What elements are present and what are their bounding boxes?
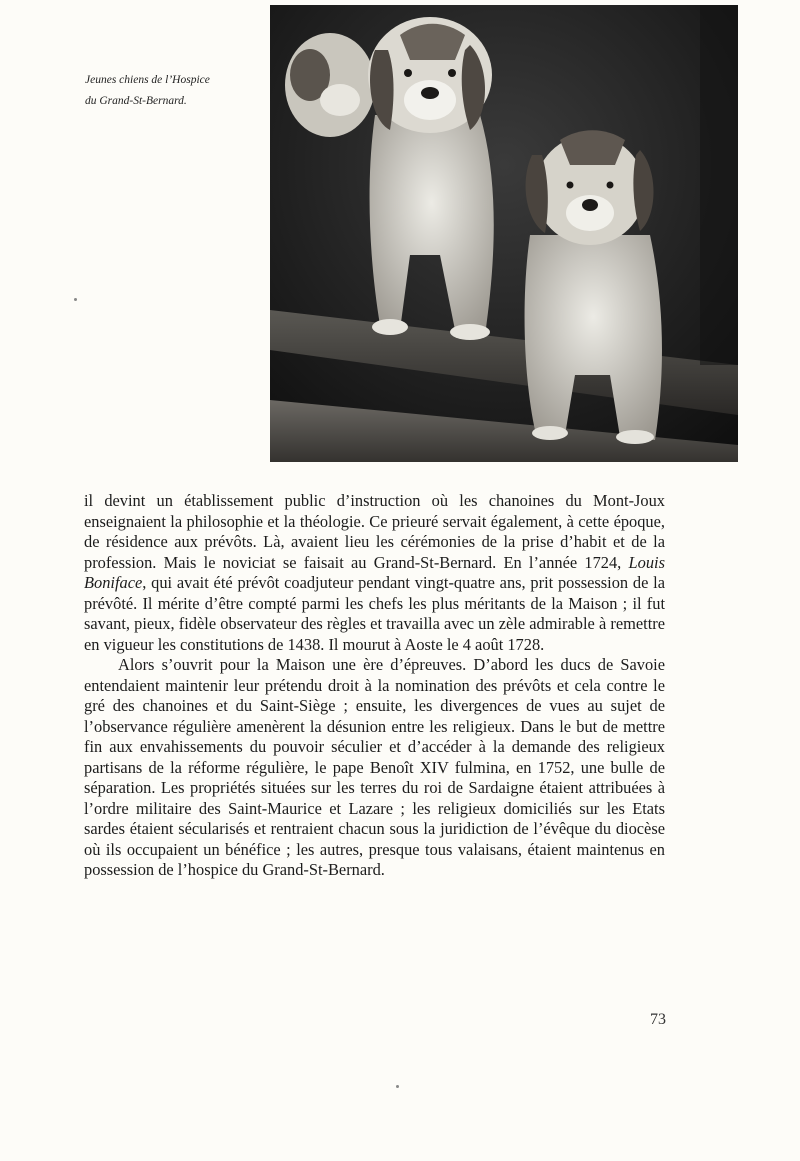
paragraph-1 — [84, 491, 665, 655]
puppy-left-back — [285, 33, 375, 137]
paper-speck — [396, 1085, 399, 1088]
dog-puppies-photo — [270, 5, 738, 462]
paragraph-2: Alors s’ouvrit pour la Maison une ère d’épreuves. D’abord les ducs de Savoie entendaient maintenir leur prétendu droit à la nomination des prévôts et cela contre le gré des chanoines et du Saint-Siège ; ensuite, les divergences de vues au sujet de l’observance régulière amenèrent la désunion entre les religieux. Dans le but de mettre fin aux envahissements du pouvoir séculier et d’accéder à la demande des religieux partisans de la réforme régulière, le pape Benoît XIV fulmina, en 1752, une bulle de séparation. Les propriétés situées sur les terres du roi de Sardaigne étaient attribuées à l’ordre militaire des Saint-Maurice et Lazare ; les religieux domiciliés sur les Etats sardes étaient sécularisés et rentraient chacun sous la juridiction de l’évêque du diocèse où ils occupaient un bénéfice ; les autres, presque tous valaisans, étaient maintenus en possession de l’hospice du Grand-St-Bernard. — [84, 655, 665, 879]
name-louis-boniface: Louis Boniface — [84, 552, 665, 592]
photo-caption — [85, 70, 265, 112]
photo-shadow — [700, 5, 738, 365]
paper-speck — [74, 298, 77, 301]
puppies-illustration — [270, 5, 738, 462]
page-number: 73 — [650, 1011, 666, 1028]
caption-line-1: Jeunes chiens de l’Hospice — [85, 74, 210, 86]
paragraph-1-end: , qui avait été prévôt coadjuteur pendant vingt-quatre ans, prit possession de la prévôté. Il mérite d’être compté parmi les chefs les plus méritants de la Maison ; il fut savant, pieux, fidèle observateur des règles et travailla avec un zèle admirable à remettre en vigueur les constitutions de 1438. Il mourut à Aoste le 4 août 1728. — [84, 573, 665, 654]
caption-line-2: du Grand-St-Bernard. — [85, 95, 187, 107]
paragraph-1-start: il devint un établissement public d’instruction où les chanoines du Mont-Joux enseignaient la philosophie et la théologie. Ce prieuré servait également, à cette époque, de résidence aux prévôts. Là, avaient lieu les cérémonies de la prise d’habit et de la profession. Mais le noviciat se faisait au Grand-St-Bernard. En l’année 1724, — [84, 491, 665, 572]
main-text — [84, 491, 665, 881]
